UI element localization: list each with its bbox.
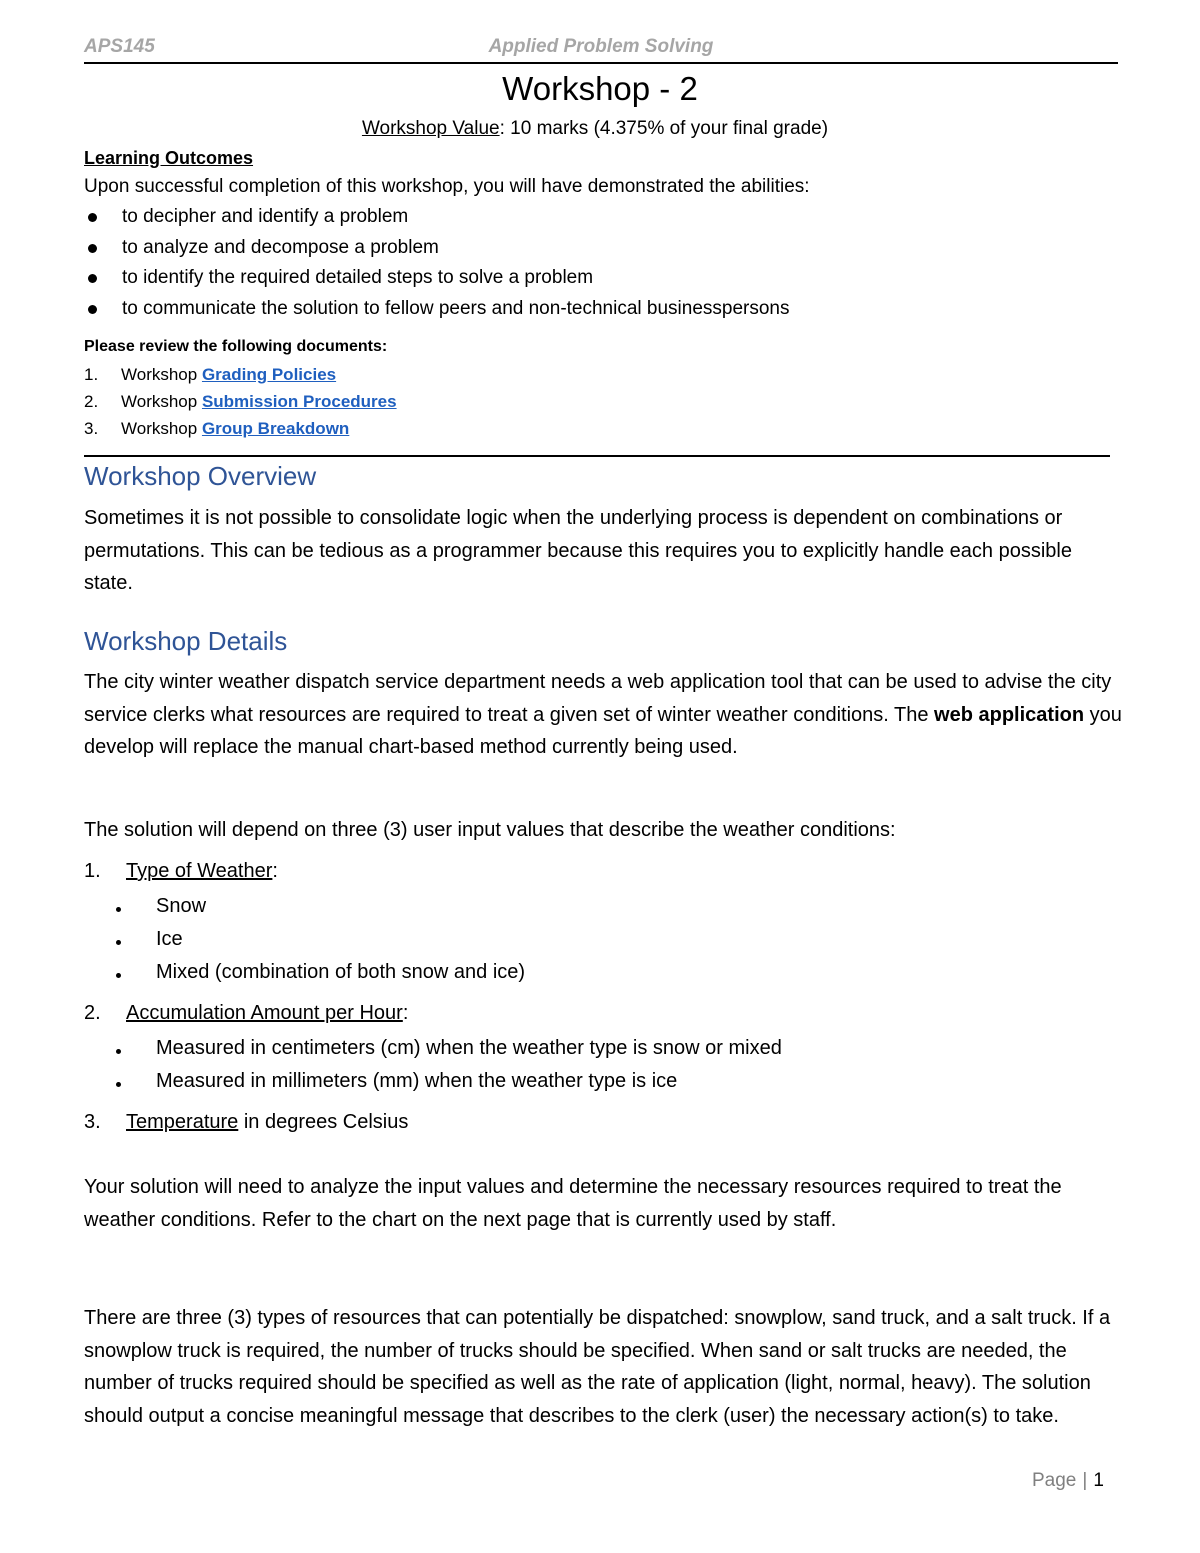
details-para1-text-a: The city winter weather dispatch service department needs a web application tool that can be used to advise the city service clerks what resources are required to treat a given set of winter weather conditions. The [84,671,1112,726]
list-item [84,266,790,297]
details-para1-text-b: you develop will replace the manual chart-based method currently being used. [84,703,1122,758]
footer-separator: | [1082,1470,1088,1491]
list-number: 3. [84,1111,101,1133]
group-breakdown-link[interactable]: Group Breakdown [201,419,350,438]
doc-prefix: Workshop [121,392,202,411]
input-label-suffix: in degrees Celsius [238,1111,409,1133]
bullet-icon [88,274,97,283]
details-paragraph-2: The solution will depend on three (3) user input values that describe the weather conditions: [84,819,896,841]
course-name: Applied Problem Solving [488,36,714,57]
section-divider [84,455,1110,457]
workshop-value-label: Workshop Value [361,118,500,139]
input-label [126,1111,408,1134]
details-paragraph-1 [84,666,1124,764]
details-heading: Workshop Details [84,626,288,656]
grading-policies-link[interactable]: Grading Policies [201,365,337,384]
list-item-text: to analyze and decompose a problem [122,236,439,258]
learning-outcomes-list [84,205,790,327]
doc-prefix: Workshop [121,365,202,384]
list-item [84,391,397,418]
input-label-underlined: Temperature [126,1111,239,1133]
overview-paragraph: Sometimes it is not possible to consolidate logic when the underlying process is dependent on combinations or permutations. This can be tedious as a programmer because this requires you to explicitly handle each possible state. [84,507,1072,594]
bullet-icon [88,244,97,253]
bullet-icon [88,213,97,222]
workshop-value-line [0,118,1190,140]
list-item [84,205,790,236]
bullet-icon [116,973,121,978]
input-label [126,860,278,883]
workshop-value-text: 10 marks (4.375% of your final grade) [504,118,829,139]
sub-list-item-text: Mixed (combination of both snow and ice) [156,961,526,983]
details-paragraph-3: Your solution will need to analyze the input values and determine the necessary resources required to treat the weather conditions. Refer to the chart on the next page that is currently used by staff. [84,1176,1062,1231]
page-footer [1032,1470,1104,1492]
list-item [84,236,790,267]
input-label-underlined: Type of Weather [126,860,273,882]
list-number: 2. [84,392,99,411]
bullet-icon [116,940,121,945]
list-number: 1. [84,365,99,384]
learning-outcomes-intro: Upon successful completion of this workshop, you will have demonstrated the abilities: [84,176,810,197]
sub-list-item-text: Snow [156,895,207,917]
input-label-underlined: Accumulation Amount per Hour [126,1002,403,1024]
page-number: 1 [1093,1470,1104,1491]
review-heading: Please review the following documents: [84,338,388,355]
list-item [84,364,397,391]
submission-procedures-link[interactable]: Submission Procedures [201,392,397,411]
list-item-text: to identify the required detailed steps to solve a problem [122,267,594,288]
list-item [84,418,397,445]
details-para1-bold: web application [934,703,1085,726]
page-title: Workshop - 2 [502,70,698,107]
doc-prefix: Workshop [121,419,202,438]
input-label-suffix: : [402,1002,409,1024]
bullet-icon [116,1082,121,1087]
list-item-text: to decipher and identify a problem [122,206,409,227]
sub-list-item-text: Measured in millimeters (mm) when the weather type is ice [156,1070,678,1092]
list-number: 1. [84,860,101,882]
bullet-icon [116,1049,121,1054]
course-code: APS145 [84,36,155,57]
page-label: Page [1032,1470,1077,1491]
workshop-value-separator: : [499,118,505,139]
review-documents-list [84,364,397,445]
bullet-icon [116,907,121,912]
sub-list-item-text: Measured in centimeters (cm) when the weather type is snow or mixed [156,1037,782,1059]
input-label-suffix: : [272,860,278,882]
list-number: 3. [84,419,99,438]
bullet-icon [88,305,97,314]
overview-heading: Workshop Overview [84,461,317,491]
header-rule [84,62,1118,64]
learning-outcomes-heading: Learning Outcomes [84,148,254,168]
list-item [84,297,790,328]
details-paragraph-4: There are three (3) types of resources that can potentially be dispatched: snowplow, sand truck, and a salt truck. If a snowplow truck is required, the number of trucks should be specified. When sand or salt trucks are needed, the number of trucks required should be specified as well as the rate of application (light, normal, heavy). The solution should output a concise meaningful message that describes to the clerk (user) the necessary action(s) to take. [84,1307,1111,1427]
sub-list-item-text: Ice [156,928,183,950]
input-label [126,1002,408,1025]
list-number: 2. [84,1002,101,1024]
list-item-text: to communicate the solution to fellow peers and non-technical businesspersons [122,297,790,319]
page-header [84,36,1118,62]
